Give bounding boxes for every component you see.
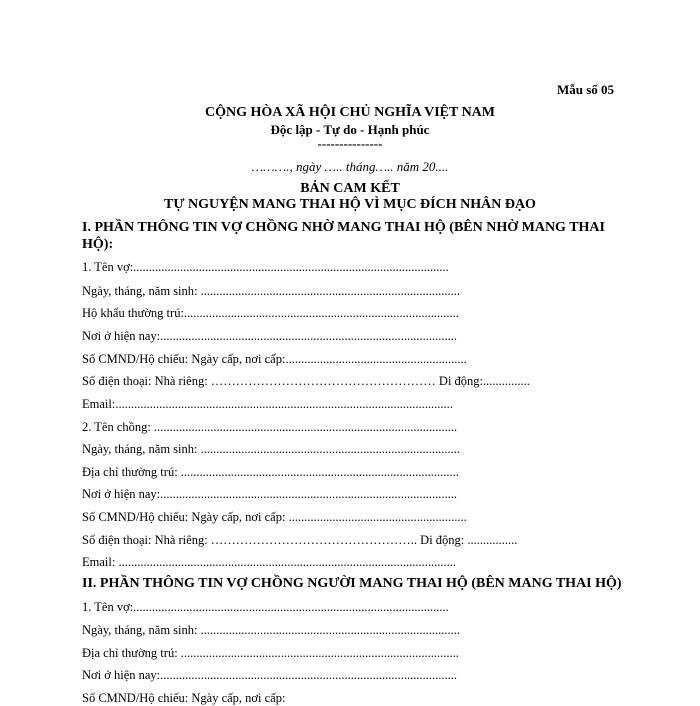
motto-divider: --------------- bbox=[317, 136, 383, 151]
national-motto: Độc lập - Tự do - Hạnh phúc bbox=[270, 122, 430, 137]
field-line: 1. Tên vợ:..................................................................................................... bbox=[82, 260, 449, 274]
field-line: Số CMND/Hộ chiếu: Ngày cấp, nơi cấp:.......................................................... bbox=[82, 352, 467, 366]
field-line: Số điện thoại: Nhà riêng: ……………………………………………… Di động:............... bbox=[82, 374, 530, 388]
document-subtitle: TỰ NGUYỆN MANG THAI HỘ VÌ MỤC ĐÍCH NHÂN ĐẠO bbox=[164, 197, 536, 212]
form-code: Mẫu số 05 bbox=[557, 82, 615, 97]
section-1-heading: I. PHẦN THÔNG TIN VỢ CHỒNG NHỜ MANG THAI HỘ (BÊN NHỜ MANG THAI HỘ): bbox=[82, 220, 605, 252]
date-line: ………., ngày ….. tháng….. năm 20.... bbox=[251, 159, 449, 174]
field-line: Nơi ở hiện nay:............................................................................................... bbox=[82, 668, 458, 682]
field-line: Ngày, tháng, năm sinh: ................................................................................... bbox=[82, 284, 460, 298]
field-line: Hộ khẩu thường trú:........................................................................................ bbox=[82, 306, 459, 320]
field-line: Số CMND/Hộ chiếu: Ngày cấp, nơi cấp: ......................................................... bbox=[82, 510, 467, 524]
field-line: Nơi ở hiện nay:............................................................................................... bbox=[82, 487, 458, 501]
document-title: BẢN CAM KẾT bbox=[300, 181, 400, 196]
field-line: 2. Tên chồng: ................................................................................................. bbox=[82, 420, 458, 434]
field-line: Số CMND/Hộ chiếu: Ngày cấp, nơi cấp: bbox=[82, 691, 286, 705]
section-2-heading: II. PHẦN THÔNG TIN VỢ CHỒNG NGƯỜI MANG THAI HỘ (BÊN MANG THAI HỘ) bbox=[82, 576, 622, 591]
field-line: Số điện thoại: Nhà riêng: ………………………………………….. Di động: ................ bbox=[82, 533, 518, 547]
field-line: Ngày, tháng, năm sinh: ................................................................................... bbox=[82, 623, 460, 637]
national-title: CỘNG HÒA XÃ HỘI CHỦ NGHĨA VIỆT NAM bbox=[204, 105, 495, 120]
field-line: Ngày, tháng, năm sinh: ................................................................................... bbox=[82, 442, 460, 456]
field-line: Email: ............................................................................................................ bbox=[82, 555, 456, 569]
field-line: Địa chỉ thường trú: ......................................................................................... bbox=[82, 465, 459, 479]
field-line: Địa chỉ thường trú: ......................................................................................... bbox=[82, 646, 459, 660]
field-line: 1. Tên vợ:..................................................................................................... bbox=[82, 600, 449, 614]
field-line: Email:............................................................................................................ bbox=[82, 397, 453, 411]
field-line: Nơi ở hiện nay:............................................................................................... bbox=[82, 329, 458, 343]
